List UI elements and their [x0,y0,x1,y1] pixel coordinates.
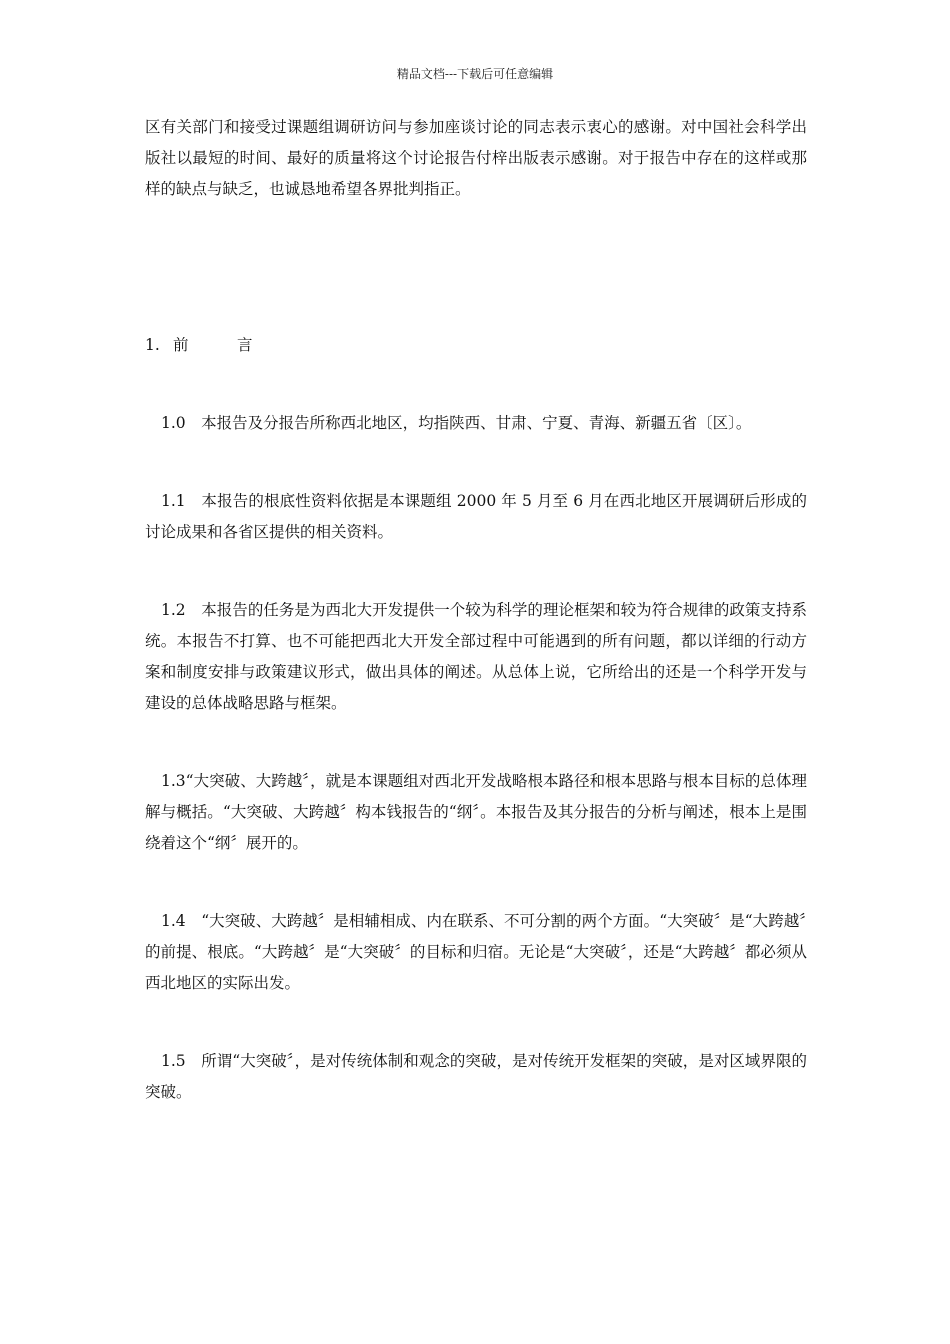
paragraph-1-4: 1.4 “大突破、大跨越〞是相辅相成、内在联系、不可分割的两个方面。“大突破〞是“大跨越〞的前提、根底。“大跨越〞是“大突破〞的目标和归宿。无论是“大突破〞，还是“大跨越〞都必须从西北地区的实际出发。 [145,912,807,992]
paragraph-1-0: 1.0 本报告及分报告所称西北地区，均指陕西、甘肃、宁夏、青海、新疆五省〔区〕。 [161,414,752,432]
intro-paragraph: 区有关部门和接受过课题组调研访问与参加座谈讨论的同志表示衷心的感谢。对中国社会科学出版社以最短的时间、最好的质量将这个讨论报告付梓出版表示感谢。对于报告中存在的这样或那样的缺点与缺乏，也诚恳地希望各界批判指正。 [145,118,807,198]
section-title-char-1: 前 [173,336,189,354]
section-title-char-2: 言 [237,336,253,354]
spacer [145,361,807,408]
spacer [145,205,807,330]
spacer [145,859,807,906]
spacer [145,439,807,486]
document-body [145,112,807,1108]
spacer [145,719,807,766]
spacer [145,999,807,1046]
section-number: 1. [145,336,160,354]
paragraph-1-2: 1.2 本报告的任务是为西北大开发提供一个较为科学的理论框架和较为符合规律的政策支持系统。本报告不打算、也不可能把西北大开发全部过程中可能遇到的所有问题，都以详细的行动方案和制度安排与政策建议形式，做出具体的阐述。从总体上说，它所给出的还是一个科学开发与建设的总体战略思路与框架。 [145,601,807,712]
section-heading [145,330,807,361]
page-header: 精品文档---下载后可任意编辑 [396,67,554,81]
spacer [145,548,807,595]
paragraph-1-1: 1.1 本报告的根底性资料依据是本课题组 2000 年 5 月至 6 月在西北地区开展调研后形成的讨论成果和各省区提供的相关资料。 [145,492,807,541]
paragraph-1-5: 1.5 所谓“大突破〞，是对传统体制和观念的突破，是对传统开发框架的突破，是对区域界限的突破。 [145,1052,807,1101]
paragraph-1-3: 1.3“大突破、大跨越〞，就是本课题组对西北开发战略根本路径和根本思路与根本目标的总体理解与概括。“大突破、大跨越〞构本钱报告的“纲〞。本报告及其分报告的分析与阐述，根本上是围绕着这个“纲〞展开的。 [145,772,807,852]
